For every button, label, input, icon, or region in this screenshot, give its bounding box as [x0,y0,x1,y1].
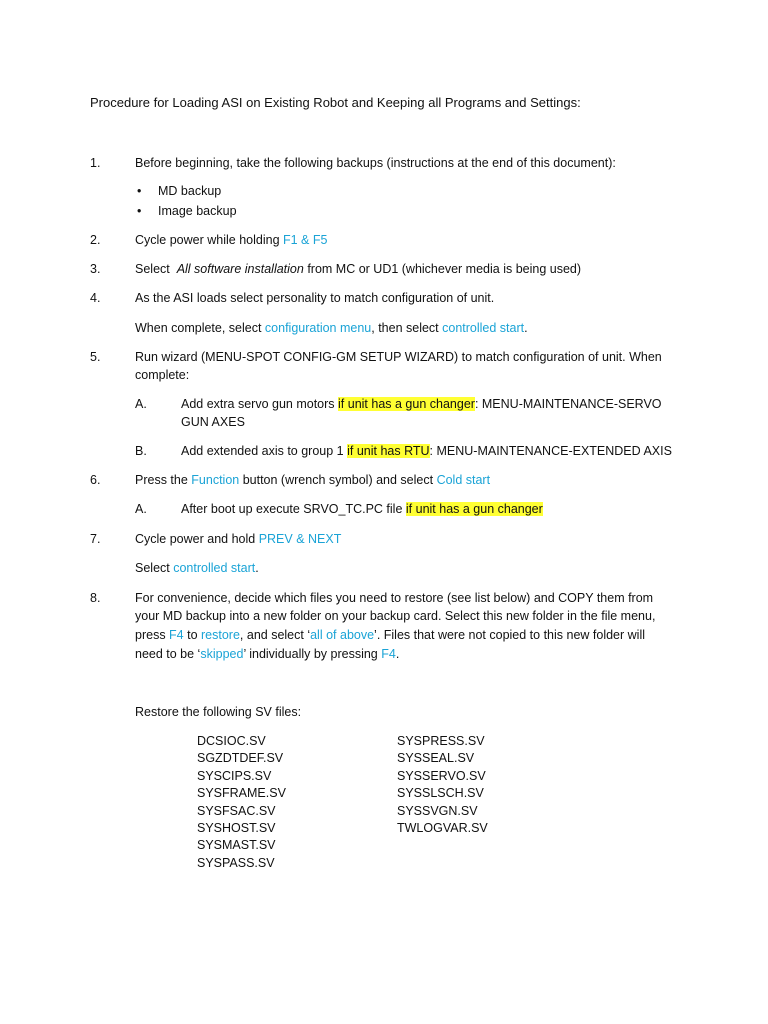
step-4-number: 4. [90,291,101,305]
step-6a-text [181,500,543,518]
step-6a-text-a: After boot up execute SRVO_TC.PC file [181,502,406,516]
step-3-number: 3. [90,262,101,276]
controlled-start-link: controlled start [442,321,525,335]
bullet-image-backup: Image backup [158,204,237,218]
step-5b-text-b: : MENU-MAINTENANCE-EXTENDED AXIS [429,444,672,458]
step-2-keys: F1 & F5 [283,233,328,247]
sv-file-item: SYSPASS.SV [197,855,275,870]
skipped-link: skipped [200,647,244,661]
step-3-text [135,260,581,278]
step-3-italic: All software installation [176,262,304,276]
sv-file-item: SYSFRAME.SV [197,786,286,801]
step-8-line3-b: to [183,628,202,642]
step-5b-text-a: Add extended axis to group 1 [181,444,348,458]
step-6-number: 6. [90,473,101,487]
step-2-number: 2. [90,233,101,247]
sv-file-item: SYSMAST.SV [197,838,276,853]
step-8-line3-c: , and select ‘ [239,628,311,642]
step-4-line2-b: , then select [371,321,443,335]
sv-file-item: SYSPRESS.SV [397,734,485,748]
step-8-line3-a: press [135,628,170,642]
step-8-line3-d: ’. Files that were not copied to this new folder will [374,628,646,642]
step-5b-letter: B. [135,444,147,458]
sv-file-list-right [397,733,488,837]
sv-file-item: SGZDTDEF.SV [197,751,284,766]
step-8-line2: your MD backup into a new folder on your backup card. Select this new folder in the file menu, [135,609,656,623]
step-7-line2-b: . [255,561,259,575]
sv-file-item: SYSSVGN.SV [397,803,478,818]
restore-heading: Restore the following SV files: [135,705,302,719]
sv-file-item: SYSSLSCH.SV [397,786,484,801]
sv-file-item: SYSHOST.SV [197,821,276,836]
function-link: Function [191,473,240,487]
step-5b-text [181,442,672,460]
step-8-line4-c: . [395,647,400,661]
step-7-keys: PREV & NEXT [258,532,342,546]
step-4-line2 [135,319,528,337]
sv-file-item: SYSFSAC.SV [197,803,276,818]
sv-file-item: SYSCIPS.SV [197,768,272,783]
step-4-text: As the ASI loads select personality to match configuration of unit. [135,291,495,305]
document-title: Procedure for Loading ASI on Existing Robot and Keeping all Programs and Settings: [90,95,581,110]
step-3-text-a: Select [135,262,177,276]
bullet-icon: • [137,204,142,218]
step-3-text-b: from MC or UD1 (whichever media is being used) [303,262,582,276]
restore-link: restore [201,628,240,642]
step-1-text: Before beginning, take the following backups (instructions at the end of this document): [135,156,616,170]
sv-file-item: TWLOGVAR.SV [397,821,488,836]
step-7-number: 7. [90,532,101,546]
step-4-line2-c: . [524,321,528,335]
step-5a-text-a: Add extra servo gun motors [181,397,339,411]
sv-file-item: SYSSEAL.SV [397,751,475,766]
step-5-number: 5. [90,350,101,364]
step-8-line1: For convenience, decide which files you need to restore (see list below) and COPY them from [135,591,654,605]
step-5-line1: Run wizard (MENU-SPOT CONFIG-GM SETUP WIZARD) to match configuration of unit. When [135,350,662,364]
bullet-icon: • [137,184,142,198]
controlled-start-link-2: controlled start [173,561,256,575]
step-7-text [135,530,341,548]
highlight-gun-changer-2: if unit has a gun changer [405,502,543,516]
step-2-text-a: Cycle power while holding [135,233,283,247]
sv-file-item: SYSSERVO.SV [397,768,486,783]
step-8-line4-b: ’ individually by pressing [243,647,382,661]
sv-file-item: DCSIOC.SV [197,734,266,748]
step-5a-letter: A. [135,397,147,411]
bullet-md-backup: MD backup [158,184,222,198]
step-8-line4-a: need to be ‘ [135,647,201,661]
step-8-number: 8. [90,591,101,605]
step-8-line3 [135,626,645,644]
step-6-text [135,471,490,489]
highlight-gun-changer: if unit has a gun changer [338,397,475,411]
highlight-rtu: if unit has RTU [347,444,430,458]
sv-file-list-left [197,733,286,872]
step-7-line2-a: Select [135,561,174,575]
step-5a-text-b: : MENU-MAINTENANCE-SERVO [474,397,662,411]
step-6a-letter: A. [135,502,147,516]
f4-key-2: F4 [381,647,396,661]
configuration-menu-link: configuration menu [264,321,372,335]
step-1-number: 1. [90,156,101,170]
step-6-text-a: Press the [135,473,192,487]
step-2-text [135,231,327,249]
step-6-text-b: button (wrench symbol) and select [239,473,437,487]
step-8-line4 [135,645,399,663]
f4-key: F4 [169,628,184,642]
step-5a-line2: GUN AXES [181,415,245,429]
cold-start-link: Cold start [436,473,491,487]
step-5a-text [181,395,662,413]
step-7-text-a: Cycle power and hold [135,532,259,546]
step-5-line2: complete: [135,368,190,382]
all-of-above-link: all of above [310,628,375,642]
step-7-line2 [135,559,259,577]
step-4-line2-a: When complete, select [135,321,265,335]
